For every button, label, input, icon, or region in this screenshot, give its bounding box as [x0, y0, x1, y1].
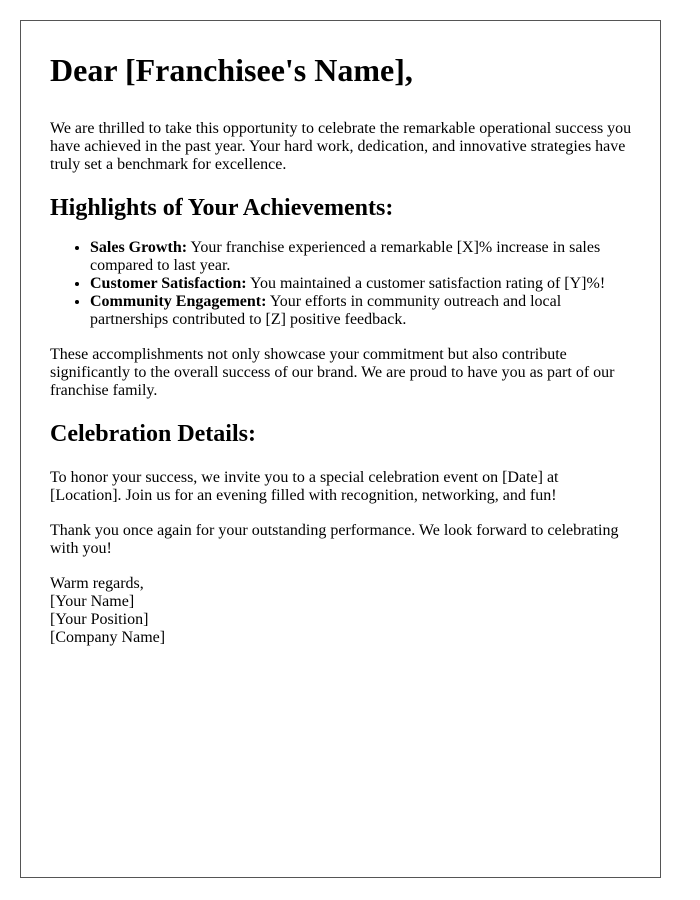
highlight-text: Your franchise experienced a remarkable [X]% increase in sales compared to last year.: [90, 239, 601, 274]
greeting-heading: Dear [Franchisee's Name],: [50, 52, 413, 88]
signoff-text: Warm regards,: [50, 575, 144, 592]
highlight-label: Community Engagement:: [90, 293, 267, 310]
company-name: [Company Name]: [50, 629, 166, 646]
highlights-list: [50, 239, 632, 329]
accomplishments-paragraph: These accomplishments not only showcase your commitment but also contribute significantly to the overall success of our brand. We are proud to have you as part of our franchise family.: [50, 346, 615, 399]
celebration-heading: Celebration Details:: [50, 421, 256, 447]
list-item: [90, 275, 632, 293]
letter-page: [20, 20, 661, 878]
highlight-label: Sales Growth:: [90, 239, 188, 256]
intro-paragraph: We are thrilled to take this opportunity to celebrate the remarkable operational success you have achieved in the past year. Your hard work, dedication, and innovative strategies have truly set a benchmark for excellence.: [50, 120, 632, 173]
list-item: [90, 239, 632, 275]
highlights-heading: Highlights of Your Achievements:: [50, 195, 394, 221]
celebration-paragraph: To honor your success, we invite you to a special celebration event on [Date] at [Location]. Join us for an evening filled with recognition, networking, and fun!: [50, 469, 559, 504]
highlight-text: Your efforts in community outreach and local partnerships contributed to [Z] positive feedback.: [90, 293, 562, 328]
signature-block: [50, 575, 632, 647]
sender-position: [Your Position]: [50, 611, 149, 628]
highlight-text: You maintained a customer satisfaction rating of [Y]%!: [246, 275, 606, 292]
thanks-paragraph: Thank you once again for your outstanding performance. We look forward to celebrating with you!: [50, 522, 619, 557]
sender-name: [Your Name]: [50, 593, 135, 610]
list-item: [90, 293, 632, 329]
highlight-label: Customer Satisfaction:: [90, 275, 247, 292]
